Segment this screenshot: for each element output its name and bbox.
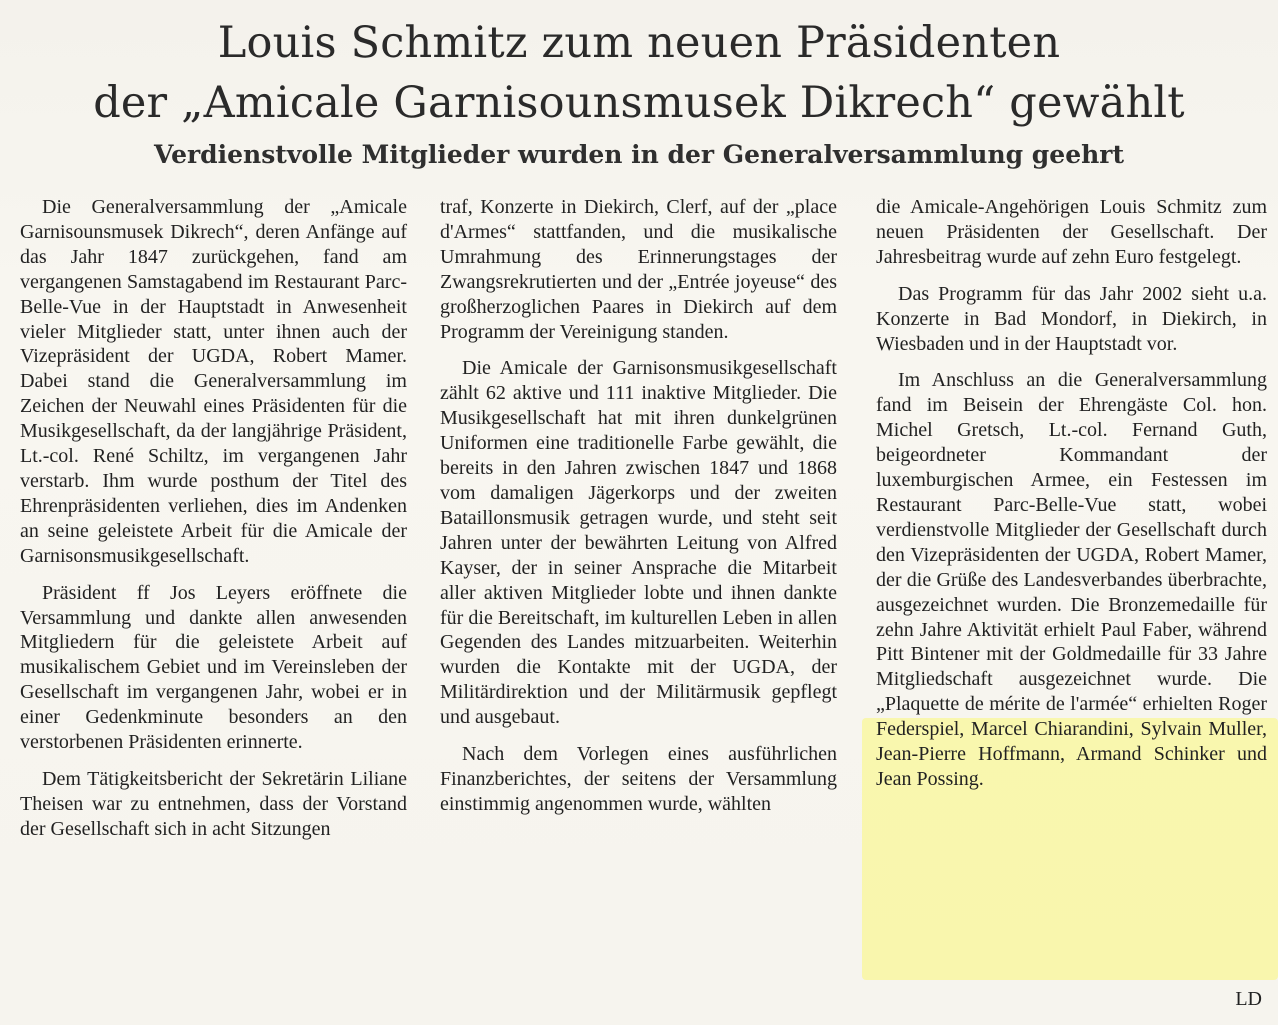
paragraph: Nach dem Vorlegen eines ausführlichen Finanzberichtes, der seitens der Versammlung einstimmig angenommen wurde, wählten: [440, 743, 837, 815]
article-column-3: [876, 195, 1267, 804]
article-column-1: [20, 195, 407, 854]
paragraph: die Amicale-Angehörigen Louis Schmitz zum neuen Präsidenten der Gesellschaft. Der Jahresbeitrag wurde auf zehn Euro festgelegt.: [876, 196, 1267, 268]
subheadline: Verdienstvolle Mitglieder wurden in der Generalversammlung geehrt: [153, 140, 1124, 169]
headline-line-2: der „Amicale Garnisounsmusek Dikrech“ gewählt: [93, 78, 1185, 128]
paragraph: Dem Tätigkeitsbericht der Sekretärin Liliane Theisen war zu entnehmen, dass der Vorstand der Gesellschaft sich in acht Sitzungen: [20, 767, 407, 840]
paragraph: Präsident ff Jos Leyers eröffnete die Versammlung und dankte allen anwesenden Mitgliedern für die geleistete Arbeit auf musikalischem Gebiet und im Vereinsleben der Gesellschaft im vergangenen Jahr, wobei er in einer Gedenkminute besonders an den verstorbenen Präsidenten erinnerte.: [20, 581, 407, 754]
headline-line-1: Louis Schmitz zum neuen Präsidenten: [217, 18, 1061, 68]
author-signature: LD: [1235, 988, 1262, 1010]
paragraph: Das Programm für das Jahr 2002 sieht u.a. Konzerte in Bad Mondorf, in Diekirch, in Wiesbaden und in der Hauptstadt vor.: [876, 282, 1267, 355]
paragraph: Im Anschluss an die Generalversammlung fand im Beisein der Ehrengäste Col. hon. Michel Gretsch, Lt.-col. Fernand Guth, beigeordneter Kommandant der luxemburgischen Armee, ein Festessen im Restaurant Parc-Belle-Vue statt, wobei verdienstvolle Mitglieder der Gesellschaft durch den Vizepräsidenten der UGDA, Robert Mamer, der die Grüße des Landesverbandes überbrachte, ausgezeichnet wurden. Die Bronzemedaille für zehn Jahre Aktivität erhielt Paul Faber, während Pitt Bintener mit der Goldmedaille für 33 Jahre Mitgliedschaft ausgezeichnet wurde. Die „Plaquette de mérite de l'armée“ erhielten Roger Federspiel, Marcel Chiarandini, Sylvain Muller, Jean-Pierre Hoffmann, Armand Schinker und Jean Possing.: [876, 369, 1267, 790]
paragraph: Die Generalversammlung der „Amicale Garnisounsmusek Dikrech“, deren Anfänge auf das Jahr 1847 zurückgehen, fand am vergangenen Samstagabend im Restaurant Parc-Belle-Vue in der Hauptstadt in Anwesenheit vieler Mitglieder statt, unter ihnen auch der Vizepräsident der UGDA, Robert Mamer. Dabei stand die Generalversammlung im Zeichen der Neuwahl eines Präsidenten für die Musikgesellschaft, da der langjährige Präsident, Lt.-col. René Schiltz, im vergangenen Jahr verstarb. Ihm wurde posthum der Titel des Ehrenpräsidenten verliehen, dies im Andenken an seine geleistete Arbeit für die Amicale der Garnisonsmusikgesellschaft.: [20, 196, 407, 567]
paragraph: Die Amicale der Garnisonsmusikgesellschaft zählt 62 aktive und 111 inaktive Mitglieder. Die Musikgesellschaft hat mit ihren dunkelgrünen Uniformen eine traditionelle Farbe gewählt, die bereits in den Jahren zwischen 1847 und 1868 vom damaligen Jägerkorps und der zweiten Bataillonsmusik getragen wurde, und steht seit Jahren unter der bewährten Leitung von Alfred Kayser, der in seiner Ansprache die Mitarbeit aller aktiven Mitglieder lobte und ihnen dankte für die Bereitschaft, im kulturellen Leben in allen Gegenden des Landes mitzuarbeiten. Weiterhin wurden die Kontakte mit der UGDA, der Militärdirektion und der Militärmusik gepflegt und ausgebaut.: [440, 357, 837, 729]
article-column-2: [440, 195, 837, 829]
paragraph: traf, Konzerte in Diekirch, Clerf, auf der „place d'Armes“ stattfanden, und die musikalische Umrahmung des Erinnerungstages der Zwangsrekrutierten und der „Entrée joyeuse“ des großherzoglichen Paares in Diekirch auf dem Programm der Vereinigung standen.: [440, 196, 837, 343]
